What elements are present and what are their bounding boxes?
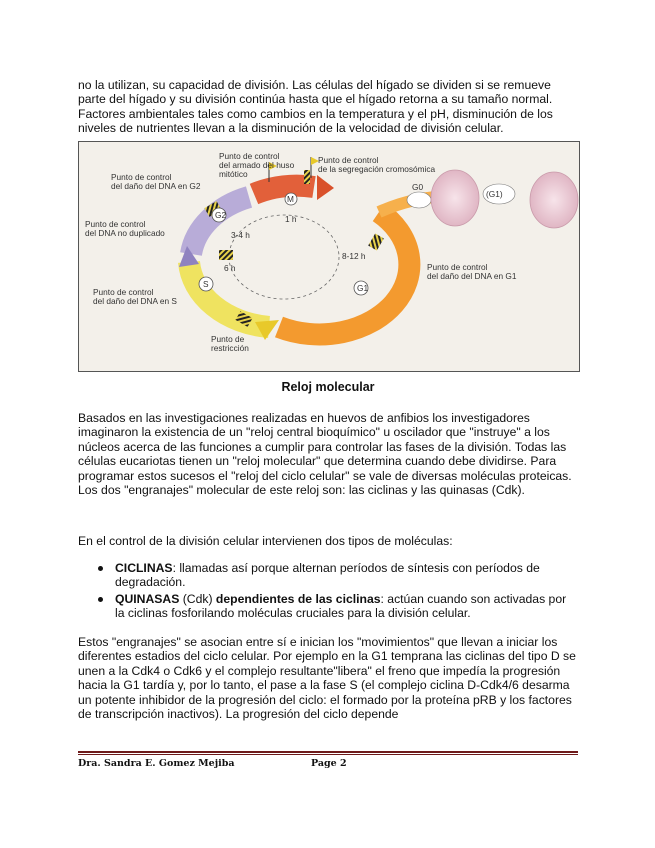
bullet-icon — [98, 566, 103, 571]
footer-rule-thin — [78, 754, 578, 755]
term-dependientes: dependientes de las ciclinas — [215, 591, 381, 606]
m-arc — [254, 186, 314, 194]
restriction-line2: restricción — [211, 343, 249, 353]
checkpoint-replication-line2: del DNA no duplicado — [85, 228, 165, 238]
checkpoint-g1-line1: Punto de control — [427, 262, 488, 272]
term-quinasas: QUINASAS — [115, 591, 180, 606]
checkpoint-spindle-line3: mitótico — [219, 169, 248, 179]
footer-rule — [78, 751, 578, 753]
phase-s-label: S — [203, 279, 209, 289]
time-3h-label: 3-4 h — [231, 230, 250, 240]
checkpoint-spindle-line1: Punto de control — [219, 151, 280, 161]
phase-g1-label: G1 — [357, 283, 369, 293]
checkpoint-segregation-line2: de la segregación cromosómica — [318, 164, 436, 174]
footer-page-number: Page 2 — [311, 758, 347, 769]
cdk-label: (Cdk) — [179, 591, 216, 606]
checkpoint-g1-line2: del daño del DNA en G1 — [427, 271, 517, 281]
checkpoint-g2-line2: del daño del DNA en G2 — [111, 181, 201, 191]
g1-cell — [530, 172, 578, 228]
cell-cycle-figure — [78, 141, 580, 372]
list-item-ciclinas — [78, 561, 578, 590]
checkpoint-s-line1: Punto de control — [93, 287, 154, 297]
time-1h-label: 1 h — [285, 214, 297, 224]
phase-g2-label: G2 — [215, 210, 227, 220]
checkpoint-segregation-line1: Punto de control — [318, 155, 379, 165]
paragraph-gears: Estos "engranajes" se asocian entre sí e inician los "movimientos" que llevan a iniciar los diferentes estadios del ciclo celular. Por ejemplo en la G1 temprana las ciclinas del tipo D se unen a la Cdk4 o Cdk6 y el complejo resultante"libera" el freno que impedía la progresión hacia la G1 tardía y, por lo tanto, el pase a la fase S (el complejo ciclina D-Cdk4/6 desarma un potente inhibidor de la progresión del ciclo: el formado por la proteína pRB y los factores de transcripción inactivos). La progresión del ciclo depende — [78, 635, 576, 722]
paragraph-molecular-clock: Basados en las investigaciones realizadas en huevos de anfibios los investigadores imaginaron la existencia de un "reloj central bioquímico" u oscilador que "instruye" a los núcleos acerca de las funciones a cumplir para controlar las fases de la división. Todas las células eucariotas tienen un "reloj molecular" que determina cuando debe dividirse. Para programar estos sucesos el "reloj del ciclo celular" se vale de diversas moléculas proteicas. Los dos "engranajes" molecular de este reloj son: las ciclinas y las quinasas (Cdk). — [78, 411, 572, 498]
phase-g0-label: G0 — [412, 182, 424, 192]
time-6h-label: 6 h — [224, 263, 236, 273]
term-ciclinas: CICLINAS — [115, 561, 173, 575]
restriction-line1: Punto de — [211, 334, 245, 344]
checkpoint-replication-line1: Punto de control — [85, 219, 146, 229]
g0-cell — [431, 170, 479, 226]
desc-ciclinas: : llamadas así porque alternan períodos de síntesis con períodos de degradación. — [115, 561, 540, 590]
bullet-icon — [98, 597, 103, 602]
footer-author: Dra. Sandra E. Gomez Mejiba — [78, 758, 235, 769]
section-heading: Reloj molecular — [281, 380, 375, 394]
list-item-quinasas — [78, 592, 578, 621]
paragraph-molecule-types: En el control de la división celular intervienen dos tipos de moléculas: — [78, 534, 453, 548]
phase-g1-small-label: (G1) — [486, 189, 503, 199]
intro-paragraph: no la utilizan, su capacidad de división. Las células del hígado se dividen si se remueve parte del hígado y su división continúa hasta que el hígado retorna a su tamaño normal. Factores ambientales tales como cambios en la temperatura y el pH, disminución de los niveles de nutrientes llevan a la disminución de la velocidad de división celular. — [78, 78, 553, 136]
checkpoint-s-line2: del daño del DNA en S — [93, 296, 177, 306]
phase-m-label: M — [287, 194, 294, 204]
checkpoint-spindle-line2: del armado del huso — [219, 160, 295, 170]
time-8h-label: 8-12 h — [342, 251, 366, 261]
molecule-list — [78, 561, 578, 623]
checkpoint-g2-line1: Punto de control — [111, 172, 172, 182]
desc-quinasas: : actúan cuando son activadas por la ciclinas fosforilando moléculas cruciales para la división celular. — [115, 591, 567, 621]
